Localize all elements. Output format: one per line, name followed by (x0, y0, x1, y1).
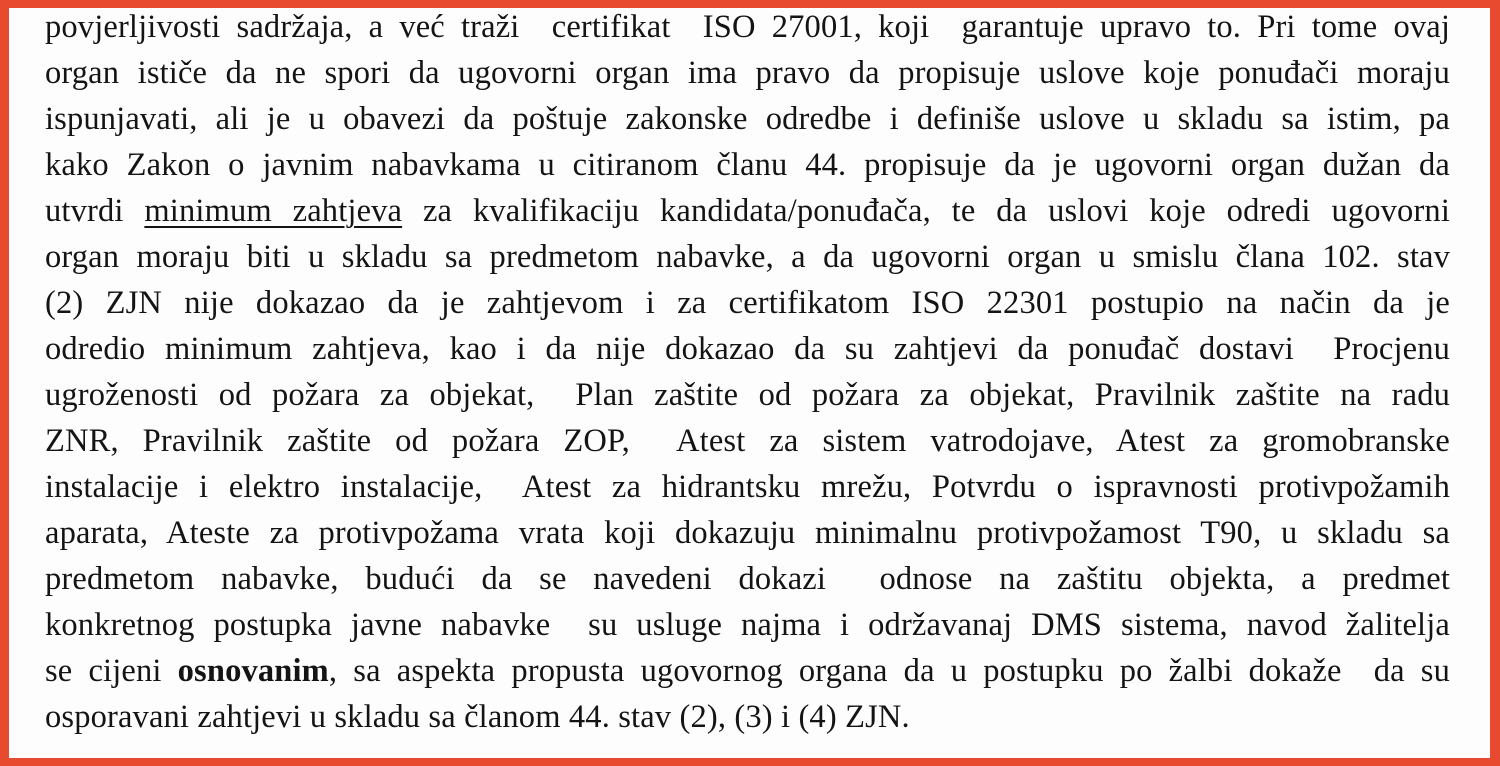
text-segment: , sa aspekta propusta ugovornog organa da u postupku po žalbi dokaže da su (328, 653, 1450, 689)
text-line: povjerljivosti sadržaja, a već traži certifikat ISO 27001, koji garantuje upravo to. Pri tome ovaj (45, 9, 1450, 45)
text-segment: za kvalifikaciju kandidata/ponuđača, te da uslovi koje odredi ugovorni (402, 193, 1450, 229)
scanned-page (9, 8, 1490, 758)
text-line: predmetom nabavke, budući da se navedeni dokazi odnose na zaštitu objekta, a predmet (45, 561, 1450, 597)
text-line: instalacije i elektro instalacije, Atest za hidrantsku mrežu, Potvrdu o ispravnosti protivpožamih (45, 469, 1450, 505)
text-line: organ ističe da ne spori da ugovorni organ ima pravo da propisuje uslove koje ponuđači moraju (45, 55, 1450, 91)
underlined-phrase: minimum zahtjeva (144, 193, 403, 229)
body-paragraph (45, 4, 1450, 740)
text-line: kako Zakon o javnim nabavkama u citiranom članu 44. propisuje da je ugovorni organ dužan da (45, 147, 1450, 183)
bold-phrase: osnovanim (177, 653, 329, 689)
text-line: ispunjavati, ali je u obavezi da poštuje zakonske odredbe i definiše uslove u skladu sa istim, pa (45, 101, 1450, 137)
text-line: (2) ZJN nije dokazao da je zahtjevom i za certifikatom ISO 22301 postupio na način da je (45, 285, 1450, 321)
text-line: konkretnog postupka javne nabavke su usluge najma i održavanaj DMS sistema, navod žalitelja (45, 607, 1450, 643)
text-line: ZNR, Pravilnik zaštite od požara ZOP, Atest za sistem vatrodojave, Atest za gromobranske (45, 423, 1450, 459)
text-line (45, 648, 1450, 694)
text-line-last: osporavani zahtjevi u skladu sa članom 44. stav (2), (3) i (4) ZJN. (45, 699, 910, 735)
text-segment: utvrdi (45, 193, 145, 229)
text-line: ugroženosti od požara za objekat, Plan zaštite od požara za objekat, Pravilnik zaštite na radu (45, 377, 1450, 413)
text-line: aparata, Ateste za protivpožama vrata koji dokazuju minimalnu protivpožamost T90, u skladu sa (45, 515, 1450, 551)
text-line (45, 188, 1450, 234)
text-segment: se cijeni (45, 653, 178, 689)
text-line: odredio minimum zahtjeva, kao i da nije dokazao da su zahtjevi da ponuđač dostavi Procjenu (45, 331, 1450, 367)
text-line: organ moraju biti u skladu sa predmetom nabavke, a da ugovorni organ u smislu člana 102. stav (45, 239, 1450, 275)
